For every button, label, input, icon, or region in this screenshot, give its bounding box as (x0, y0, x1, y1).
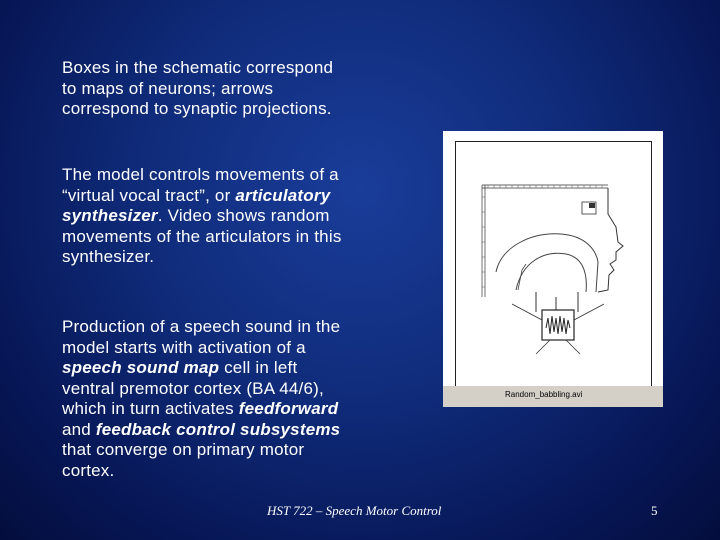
p2-line3b: . Video shows random (157, 206, 330, 225)
page-number: 5 (651, 503, 658, 518)
p2-line4: movements of the articulators in this (62, 226, 342, 246)
p3-line6a: and (62, 419, 96, 439)
p2-line5: synthesizer. (62, 247, 155, 266)
face-profile (598, 188, 623, 292)
p2-line2a: “virtual vocal tract”, or (62, 185, 236, 205)
video-frame-canvas (455, 141, 652, 393)
palate-curve (496, 234, 598, 292)
vocal-tract-drawing (456, 142, 651, 392)
p3-line8: cortex. (62, 460, 115, 480)
p3-line1: Production of a speech sound in the (62, 317, 341, 336)
footer-title: HST 722 – Speech Motor Control (267, 503, 442, 518)
p1-line2: to maps of neurons; arrows (62, 78, 274, 98)
video-player[interactable] (443, 131, 663, 407)
p1-line1: Boxes in the schematic correspond (62, 58, 334, 77)
p1-line3: correspond to synaptic projections. (62, 99, 332, 118)
paragraph-production (62, 317, 340, 481)
p3-line4: ventral premotor cortex (BA 44/6), (62, 378, 324, 398)
video-filename: Random_babbling.avi (505, 390, 583, 399)
p3-line2: model starts with activation of a (62, 337, 306, 357)
paragraph-schematic (62, 58, 333, 120)
tongue-curve (516, 253, 586, 292)
p2-line1: The model controls movements of a (62, 165, 339, 184)
articulatory-emphasis: articulatory (235, 185, 331, 205)
feedback-control-emphasis: feedback control subsystems (95, 419, 341, 439)
speech-sound-map-emphasis: speech sound map (62, 358, 220, 377)
p3-line5a: which in turn activates (62, 399, 239, 418)
paragraph-model-controls (62, 165, 342, 268)
feedforward-emphasis: feedforward (238, 399, 339, 418)
p3-line7: that converge on primary motor (62, 440, 305, 459)
p3-line3b: cell in left (219, 358, 298, 377)
synthesizer-emphasis: synthesizer (62, 206, 158, 225)
